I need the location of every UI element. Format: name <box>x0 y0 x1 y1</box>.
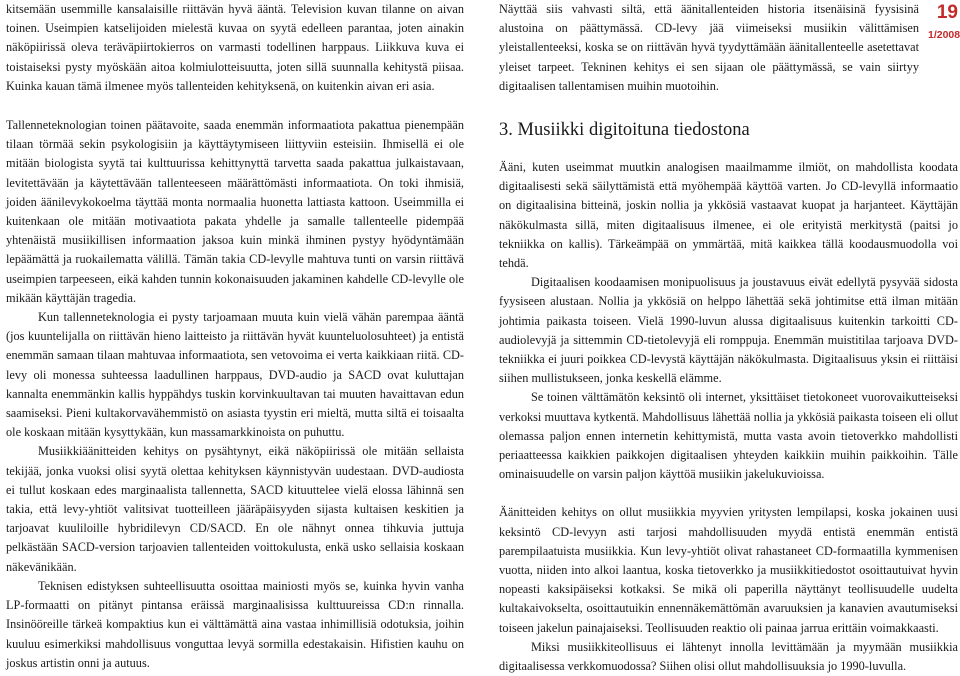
right-paragraph-3: Se toinen välttämätön keksintö oli internet, yksittäiset tietokoneet vuorovaikutteiseksi verkoksi muuttava kytkentä. Mahdollisuus lähettää nollia ja ykkösiä paikasta toiseen eli ollut olemassa paljon ennen internetin kehittymistä, mutta vasta avoin tietoverkko mahdollisti periaatteessa kaikkien paikkojen digitaalisen yhteyden kaikkiin muihin paikkoihin. Tälle ominaisuudelle on varsin paljon käyttöä musiikin jakelukuvioissa. <box>499 390 958 482</box>
section-title: 3. Musiikki digitoituna tiedostona <box>499 120 750 141</box>
page-number: 19 <box>936 2 958 23</box>
right-intro-paragraph: Näyttää siis vahvasti siltä, että äänitallenteiden historia itsenäisinä fyysisinä alustoina on päättymässä. CD-levy jää viimeiseksi musiikin välittämisen yleistallenteeksi, koska se on riittävän hyvä tyydyttämään äänitallenteelle asetettavat yleiset tarpeet. Tekninen kehitys ei sen sijaan ole päättymässä, se vain siirtyy digitaalisen tallentamisen muihin muotoihin. <box>499 2 919 93</box>
left-intro-paragraph: kitsemään usemmille kansalaisille riittävän hyvä ääntä. Television kuvan tilanne on aivan toinen. Useimpien katselijoiden mielestä kuvaa on syytä edelleen parantaa, joten ainakin näköpiirissä oleva teräväpiirtokierros on varmasti todellinen harppaus. Liikkuva kuva ei toistaiseksi pysty myöskään aitoa kolmiulotteisuutta, joten sillä suunnalla kehitystä piisaa. Kuinka kauan tämä ilmenee myös tallenteiden kehityksenä, on kuitenkin aivan eri asia. <box>6 2 464 93</box>
right-column <box>499 0 958 676</box>
right-paragraph-1: Ääni, kuten useimmat muutkin analogisen maailmamme ilmiöt, on mahdollista koodata digitaalisesti sekä säilyttämistä että myöhempää käyttöä varten. Jo CD-levyllä informaatio on digitaalisina bitteinä, joskin nollia ja ykkösiä vastaavat kuopat ja harjanteet. Käyttäjän näkökulmasta sillä, miten digitaalisuus ilmenee, ei ole erityistä merkitystä (paitsi jo tekniikka on kallis). Tärkeämpää on ymmärtää, mitä kaikkea tällä koodausmuodolla voi tehdä. <box>499 160 958 271</box>
left-paragraph-2: Kun tallenneteknologia ei pysty tarjoamaan muuta kuin vielä vähän parempaa ääntä (jos kuuntelijalla on riittävän hieno laitteisto ja riittävän hyvät kuunteluolosuhteet) ja entistä enemmän samaan tilaan mahtuvaa informaatiota, sen vetovoima ei verta kaikkiaan riitä. CD-levy oli monessa suhteessa laadullinen harppaus, DVD-audio ja SACD ovat kuluttajan kannalta enemmänkin kallis hyppähdys tuskin korvinkuultavan tai muuten havaittavan edun saamiseksi. Pieni kultakorvavähemmistö on asiasta tyystin eri mieltä, mutta siltä ei toisaalta ole koskaan mitään kysyttykään, kun massamarkkinoista on puhuttu. <box>6 310 464 440</box>
left-column <box>6 0 464 673</box>
left-paragraph-1: Tallenneteknologian toinen päätavoite, saada enemmän informaatiota pakattua pienempään tilaan törmää sekin psykologisiin ja käyttäytymiseen liittyviin esteisiin. Ihmisellä ei ole mitään biologista syytä tai kulttuurissa kehittynyttä tarvetta saada pakattua julkaistavaan, levitettävään ja käytettävään tallenteeseen määrättömästi informaatiota. On toki ihmisiä, joiden äänilevykokoelma täyttää monta normaalia huonetta lattiasta kattoon. Useimmilla ei kuitenkaan ole mitään motivaatiota pakata yhdelle ja samalle tallenteelle pidempää yhtenäistä musiikillisen informaation jaksoa kuin minkä ihminen pystyy hyödyntämään lepäämättä ja ruokailematta välillä. Tämän takia CD-levylle mahtuva tunti on varsin riittävä useimpien tarpeeseen, eikä kahden tunnin kokonaisuuden jakaminen kahdelle CD-levylle ole mikään käyttäjän tragedia. <box>6 118 464 305</box>
right-paragraph-4: Äänitteiden kehitys on ollut musiikkia myyvien yritysten lempilapsi, koska jokainen uusi keksintö CD-levyyn asti tarjosi mahdollisuuden myydä entistä enemmän entistä parempilaatuista musiikkia. Kun levy-yhtiöt olivat rahastaneet CD-formaatilla kymmenisen vuotta, niiden into alkoi laantua, koska tietoverkko ja musiikkitiedostot osoittautuivat hyvin nopeasti kaksipäiseksi kotkaksi. Se mikä oli paperilla näyttänyt teollisuudelle uudelta kultakaivokselta, osoittautuikin ennennäkemättömän avaruuksien ja kanavien avautumiseksi toiseen jakelun painajaiseksi. Teollisuuden reaktio oli painaa jarrua erittäin voimakkaasti. <box>499 505 958 635</box>
left-paragraph-3: Musiikkiäänitteiden kehitys on pysähtynyt, eikä näköpiirissä ole mitään sellaista tekijää, jonka vuoksi olisi syytä olettaa kehityksen käynnistyvän uudestaan. DVD-audiosta ei tullut koskaan edes marginaalista tallennetta, SACD kituuttelee vielä elossa lähinnä sen takia, että levy-yhtiöt valitsivat tuotteilleen jääräpäisyyden sijasta kultaisen keskitien ja tarjoavat kuuliloille hybridilevyn CD/SACD. En ole nähnyt onnea tihkuvia juttuja pelkästään SACD-version tarjoavien tallenteiden voittokulusta, enkä usko sellaisia koskaan näkevänikään. <box>6 444 464 574</box>
right-paragraph-2: Digitaalisen koodaamisen monipuolisuus ja joustavuus eivät edellytä pysyvää sidosta fyysiseen alustaan. Nollia ja ykkösiä on helppo lähettää sekä johtimitse että ilman mitään johtimia paikasta toiseen. Vielä 1990-luvun alussa digitaalisuus kuitenkin tarkoitti CD-audiolevyjä ja sittemmin CD-tietolevyjä eli romppuja. Enemmän muistitilaa tarjoava DVD-tekniikka ei juuri poikkea CD-levystä käyttäjän näkökulmasta. Digitaalisuus yksin ei riittäisi siihen mullistukseen, jonka keskellä elämme. <box>499 275 958 386</box>
issue-label: 1/2008 <box>928 29 960 41</box>
left-paragraph-4: Teknisen edistyksen suhteellisuutta osoittaa mainiosti myös se, kuinka hyvin vanha LP-formaatti on pitänyt pintansa eräissä marginaalisissa kulttuureissa CD:n rinnalla. Insinööreille tärkeä kompaktius kun ei välttämättä aina vastaa inhimillisiä odotuksia, joihin kuuluu esimerkiksi mahdollisuus vonguttaa levyä sormilla edestakaisin. Hifistien kauhu on joskus artistin onni ja autuus. <box>6 578 464 670</box>
right-paragraph-5: Miksi musiikkiteollisuus ei lähtenyt innolla levittämään ja myymään musiikkia digitaalisessa verkkomuodossa? Siihen olisi ollut mahdollisuuksia jo 1990-luvulla. <box>499 639 958 674</box>
